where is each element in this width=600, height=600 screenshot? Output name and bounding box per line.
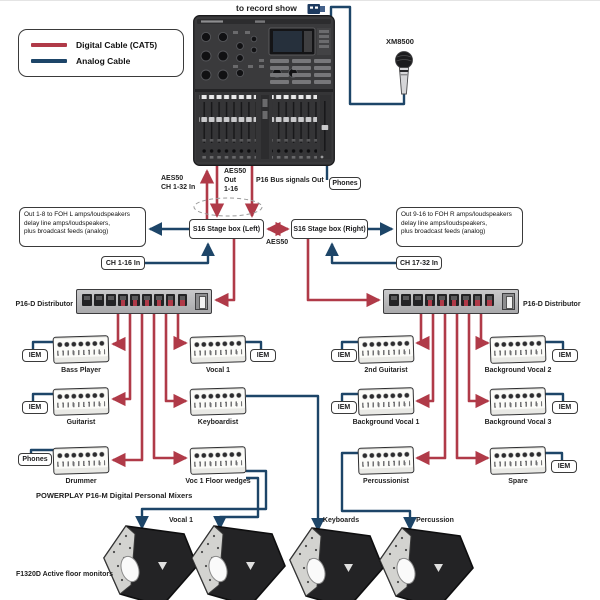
stage-box-right: S16 Stage box (Right) — [291, 219, 368, 239]
monitor-label-keyboards: Keyboards — [322, 517, 360, 524]
floor-monitor-keyboards — [290, 528, 383, 600]
mixer-label: Background Vocal 3 — [484, 419, 552, 426]
mixer-label: Guitarist — [66, 419, 96, 426]
label-line: AES50 — [224, 168, 247, 175]
mixer-label: Vocal 1 — [206, 367, 230, 374]
monitor-label-percussion: Percussion — [416, 517, 454, 524]
label-line: 1-16 — [224, 185, 239, 193]
iem-box: IEM — [552, 349, 578, 362]
label-aes50-link: AES50 — [266, 239, 289, 246]
floor-monitor-percussion — [380, 528, 473, 600]
distributor-label-right: P16-D Distributor — [523, 301, 581, 308]
phones-box: Phones — [329, 177, 361, 190]
mixer-label: Drummer — [65, 478, 97, 485]
iem-box: IEM — [22, 401, 48, 414]
label-p16-bus: P16 Bus signals Out — [256, 177, 324, 184]
ch-17-32-box: CH 17-32 In — [396, 256, 442, 270]
label-line: Out 9-16 to FOH R amps/loudspeakers — [401, 211, 512, 218]
record-note: to record show — [236, 3, 297, 13]
iem-box: IEM — [331, 401, 357, 414]
floor-monitor-vocal1-b — [192, 526, 285, 600]
monitor-layer — [0, 1, 600, 600]
floor-monitor-vocal1-a — [104, 526, 197, 600]
label-line: AES50 — [161, 175, 184, 182]
mixer-label: Background Vocal 2 — [484, 367, 552, 374]
distributor-label-left: P16-D Distributor — [15, 301, 73, 308]
f1320d-caption: F1320D Active floor monitors — [16, 571, 113, 578]
mixer-label: 2nd Guitarist — [364, 367, 408, 374]
mixer-label: Bass Player — [61, 367, 101, 374]
label-line: delay line amps/loudspeakers, — [401, 219, 487, 227]
iem-box: IEM — [22, 349, 48, 362]
monitor-label-vocal1: Vocal 1 — [169, 517, 193, 524]
label-line: plus broadcast feeds (analog) — [401, 228, 486, 236]
label-line: CH 1-32 In — [161, 183, 196, 191]
label-line: delay line amps/loudspeakers, — [24, 219, 110, 227]
iem-box: IEM — [552, 401, 578, 414]
mixer-label: Voc 1 Floor wedges — [185, 478, 251, 485]
mixer-label: Spare — [508, 478, 528, 485]
label-line: plus broadcast feeds (analog) — [24, 228, 109, 236]
iem-box: IEM — [250, 349, 276, 362]
iem-box: IEM — [551, 460, 577, 473]
mixer-label: Background Vocal 1 — [352, 419, 420, 426]
phones-box: Phones — [18, 453, 52, 466]
ch-1-16-box: CH 1-16 In — [101, 256, 145, 270]
legend-label: Digital Cable (CAT5) — [76, 40, 158, 50]
iem-box: IEM — [331, 349, 357, 362]
powerplay-note: POWERPLAY P16-M Digital Personal Mixers — [36, 491, 193, 500]
mixer-label: Percussionist — [363, 478, 409, 485]
stage-box-left: S16 Stage box (Left) — [189, 219, 264, 239]
label-line: Out — [224, 176, 237, 184]
legend-label: Analog Cable — [76, 56, 131, 66]
label-line: Out 1-8 to FOH L amps/loudspeakers — [24, 211, 130, 218]
mixer-label: Keyboardist — [197, 419, 239, 426]
mic-model-label: XM8500 — [386, 37, 414, 46]
